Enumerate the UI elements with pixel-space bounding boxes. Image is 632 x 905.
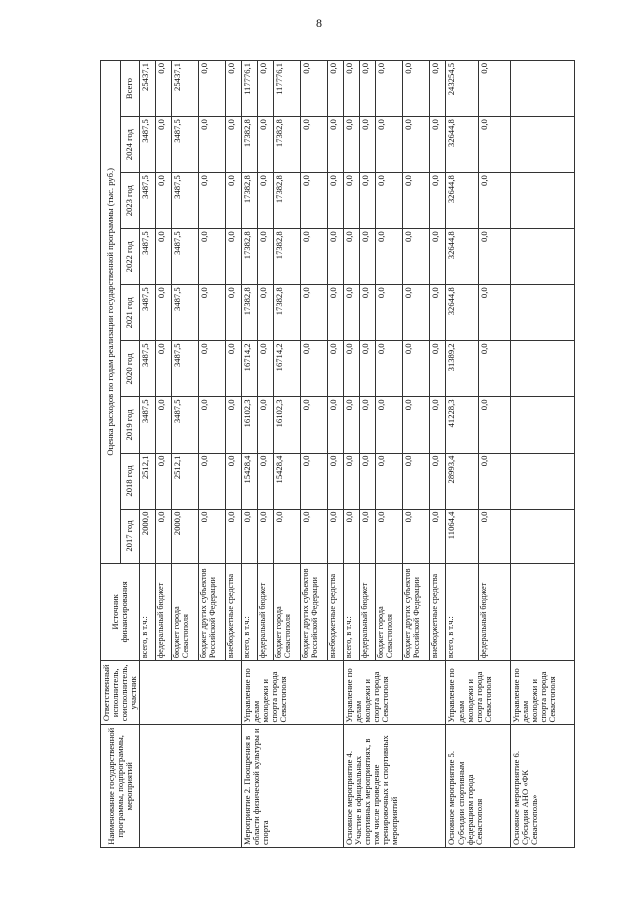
total-cell: 0,0	[301, 61, 328, 117]
value-cell: 0,0	[478, 173, 510, 229]
value-cell: 0,0	[301, 509, 328, 563]
measure-name-cell: Мероприятие 2. Поощрения в области физической культуры и спорта	[242, 725, 344, 848]
value-cell: 0,0	[430, 173, 446, 229]
value-cell: 0,0	[156, 173, 172, 229]
source-cell: бюджет города Севастополя	[172, 563, 199, 661]
value-cell: 32644,8	[446, 173, 478, 229]
value-cell: 0,0	[403, 229, 430, 285]
rotated-table-wrapper	[100, 60, 560, 848]
value-cell: 17382,8	[274, 173, 301, 229]
header-source: Источник финансирования	[101, 563, 140, 661]
table-row	[140, 61, 156, 848]
year-header: 2021 год	[120, 285, 140, 341]
value-cell: 16102,3	[242, 397, 258, 453]
value-cell: 0,0	[328, 341, 344, 397]
value-cell: 16102,3	[274, 397, 301, 453]
value-cell: 0,0	[242, 509, 258, 563]
value-cell: 3487,5	[140, 341, 156, 397]
table-row	[446, 61, 478, 848]
value-cell: 0,0	[478, 397, 510, 453]
value-cell: 0,0	[360, 397, 376, 453]
value-cell: 3487,5	[140, 173, 156, 229]
value-cell: 31389,2	[446, 341, 478, 397]
empty-cell	[510, 285, 574, 341]
total-cell: 0,0	[376, 61, 403, 117]
value-cell: 0,0	[258, 341, 274, 397]
total-cell: 0,0	[156, 61, 172, 117]
value-cell: 0,0	[478, 117, 510, 173]
value-cell: 0,0	[478, 229, 510, 285]
value-cell: 0,0	[328, 397, 344, 453]
value-cell: 0,0	[344, 229, 360, 285]
value-cell: 28993,4	[446, 453, 478, 509]
value-cell: 0,0	[156, 397, 172, 453]
value-cell: 0,0	[376, 509, 403, 563]
value-cell: 11064,4	[446, 509, 478, 563]
value-cell: 0,0	[360, 509, 376, 563]
value-cell: 0,0	[328, 285, 344, 341]
value-cell: 0,0	[403, 341, 430, 397]
value-cell: 0,0	[360, 229, 376, 285]
total-cell: 243254,5	[446, 61, 478, 117]
value-cell: 17382,8	[242, 285, 258, 341]
value-cell: 0,0	[360, 173, 376, 229]
value-cell: 17382,8	[274, 229, 301, 285]
value-cell: 0,0	[199, 453, 226, 509]
value-cell: 0,0	[226, 397, 242, 453]
value-cell: 0,0	[344, 509, 360, 563]
value-cell: 0,0	[258, 397, 274, 453]
source-cell: всего, в т.ч.:	[344, 563, 360, 661]
value-cell: 0,0	[301, 397, 328, 453]
value-cell: 0,0	[360, 117, 376, 173]
measure-name-cell: Основное мероприятие 4. Участие в официальных спортивных мероприятиях, в том числе проведение тренировочных и спортивных мероприятий	[344, 725, 446, 848]
value-cell: 0,0	[258, 285, 274, 341]
table-row	[510, 61, 574, 848]
value-cell: 0,0	[301, 173, 328, 229]
value-cell: 0,0	[199, 397, 226, 453]
value-cell: 0,0	[478, 509, 510, 563]
executor-cell	[140, 661, 242, 725]
executor-cell: Управление по делам молодежи и спорта города Севастополя	[242, 661, 344, 725]
year-header: 2022 год	[120, 229, 140, 285]
budget-table	[100, 60, 575, 848]
value-cell: 0,0	[403, 453, 430, 509]
value-cell: 2512,1	[172, 453, 199, 509]
total-cell: 117776,1	[274, 61, 301, 117]
value-cell: 0,0	[226, 341, 242, 397]
value-cell: 0,0	[199, 341, 226, 397]
value-cell: 0,0	[156, 341, 172, 397]
value-cell: 0,0	[199, 285, 226, 341]
value-cell: 0,0	[226, 173, 242, 229]
total-cell: 0,0	[430, 61, 446, 117]
total-cell: 0,0	[226, 61, 242, 117]
value-cell: 17382,8	[274, 285, 301, 341]
year-header: 2017 год	[120, 509, 140, 563]
source-cell: федеральный бюджет	[258, 563, 274, 661]
value-cell: 0,0	[344, 117, 360, 173]
value-cell: 0,0	[403, 397, 430, 453]
value-cell: 0,0	[258, 229, 274, 285]
total-cell: 25437,1	[172, 61, 199, 117]
year-header: 2020 год	[120, 341, 140, 397]
empty-cell	[510, 509, 574, 563]
executor-cell: Управление по делам молодежи и спорта города Севастополя	[446, 661, 510, 725]
source-cell: всего, в т.ч.:	[140, 563, 156, 661]
value-cell: 0,0	[258, 509, 274, 563]
source-cell: федеральный бюджет	[156, 563, 172, 661]
total-cell: 0,0	[199, 61, 226, 117]
empty-cell	[510, 341, 574, 397]
value-cell: 3487,5	[140, 117, 156, 173]
source-cell: федеральный бюджет	[360, 563, 376, 661]
value-cell: 3487,5	[172, 341, 199, 397]
measure-name-cell: Основное мероприятие 6. Субсидия АНО «ФК Севастополь»	[510, 725, 574, 848]
value-cell: 0,0	[376, 397, 403, 453]
year-header: 2023 год	[120, 173, 140, 229]
empty-cell	[510, 173, 574, 229]
value-cell: 0,0	[301, 285, 328, 341]
value-cell: 0,0	[328, 173, 344, 229]
value-cell: 0,0	[478, 453, 510, 509]
value-cell: 32644,8	[446, 285, 478, 341]
value-cell: 0,0	[430, 453, 446, 509]
value-cell: 3487,5	[140, 285, 156, 341]
executor-cell: Управление по делам молодежи и спорта города Севастополя	[344, 661, 446, 725]
total-header: Всего	[120, 61, 140, 117]
value-cell: 0,0	[430, 341, 446, 397]
value-cell: 15428,4	[274, 453, 301, 509]
total-cell: 117776,1	[242, 61, 258, 117]
source-cell: бюджет города Севастополя	[274, 563, 301, 661]
value-cell: 0,0	[344, 285, 360, 341]
value-cell: 17382,8	[242, 229, 258, 285]
table-row	[242, 61, 258, 848]
value-cell: 0,0	[226, 509, 242, 563]
value-cell: 3487,5	[172, 397, 199, 453]
value-cell: 0,0	[344, 453, 360, 509]
value-cell: 0,0	[301, 453, 328, 509]
value-cell: 17382,8	[242, 117, 258, 173]
table-body	[140, 61, 575, 848]
value-cell: 0,0	[226, 453, 242, 509]
value-cell: 3487,5	[172, 229, 199, 285]
value-cell: 32644,8	[446, 229, 478, 285]
year-header: 2019 год	[120, 397, 140, 453]
value-cell: 41228,3	[446, 397, 478, 453]
value-cell: 0,0	[156, 285, 172, 341]
total-cell: 0,0	[328, 61, 344, 117]
empty-cell	[510, 563, 574, 661]
source-cell: бюджет города Севастополя	[376, 563, 403, 661]
header-executor: Ответственный исполнитель, соисполнитель, участник	[101, 661, 140, 725]
value-cell: 0,0	[199, 173, 226, 229]
value-cell: 0,0	[328, 453, 344, 509]
value-cell: 0,0	[156, 117, 172, 173]
value-cell: 0,0	[430, 509, 446, 563]
source-cell: всего, в т.ч.:	[242, 563, 258, 661]
value-cell: 0,0	[403, 509, 430, 563]
value-cell: 2512,1	[140, 453, 156, 509]
executor-cell: Управление по делам молодежи и спорта города Севастополя	[510, 661, 574, 725]
value-cell: 3487,5	[140, 229, 156, 285]
value-cell: 15428,4	[242, 453, 258, 509]
empty-cell	[510, 229, 574, 285]
value-cell: 3487,5	[140, 397, 156, 453]
source-cell: бюджет других субъектов Российской Федерации	[301, 563, 328, 661]
value-cell: 17382,8	[274, 117, 301, 173]
value-cell: 0,0	[344, 341, 360, 397]
value-cell: 0,0	[199, 229, 226, 285]
value-cell: 0,0	[258, 117, 274, 173]
value-cell: 0,0	[199, 509, 226, 563]
value-cell: 0,0	[328, 229, 344, 285]
value-cell: 16714,2	[274, 341, 301, 397]
value-cell: 0,0	[301, 341, 328, 397]
header-row-top	[101, 61, 121, 848]
value-cell: 3487,5	[172, 117, 199, 173]
source-cell: бюджет других субъектов Российской Федерации	[403, 563, 430, 661]
source-cell: всего, в т.ч.:	[446, 563, 478, 661]
value-cell: 0,0	[226, 285, 242, 341]
value-cell: 3487,5	[172, 285, 199, 341]
value-cell: 0,0	[376, 173, 403, 229]
value-cell: 0,0	[360, 285, 376, 341]
value-cell: 0,0	[403, 117, 430, 173]
page-number: 8	[316, 16, 322, 30]
empty-cell	[510, 61, 574, 117]
value-cell: 0,0	[376, 229, 403, 285]
year-header: 2018 год	[120, 453, 140, 509]
source-cell: бюджет других субъектов Российской Федерации	[199, 563, 226, 661]
value-cell: 0,0	[403, 173, 430, 229]
total-cell: 0,0	[344, 61, 360, 117]
value-cell: 0,0	[156, 509, 172, 563]
header-estimate: Оценка расходов по годам реализации государственной программы (тыс. руб.)	[101, 61, 121, 564]
empty-cell	[510, 117, 574, 173]
value-cell: 0,0	[360, 453, 376, 509]
value-cell: 0,0	[430, 229, 446, 285]
value-cell: 32644,8	[446, 117, 478, 173]
value-cell: 0,0	[430, 117, 446, 173]
value-cell: 0,0	[360, 341, 376, 397]
source-cell: внебюджетные средства	[226, 563, 242, 661]
value-cell: 3487,5	[172, 173, 199, 229]
value-cell: 0,0	[156, 453, 172, 509]
total-cell: 0,0	[258, 61, 274, 117]
value-cell: 0,0	[328, 509, 344, 563]
value-cell: 0,0	[344, 173, 360, 229]
value-cell: 0,0	[156, 229, 172, 285]
header-name: Наименование государственной программы, подпрограммы, мероприятий	[101, 725, 140, 848]
value-cell: 0,0	[403, 285, 430, 341]
total-cell: 25437,1	[140, 61, 156, 117]
value-cell: 0,0	[226, 117, 242, 173]
value-cell: 0,0	[376, 341, 403, 397]
value-cell: 16714,2	[242, 341, 258, 397]
value-cell: 0,0	[199, 117, 226, 173]
value-cell: 0,0	[430, 397, 446, 453]
year-header: 2024 год	[120, 117, 140, 173]
measure-name-cell: Основное мероприятие 5. Субсидии спортивным федерациям города Севастополя	[446, 725, 510, 848]
empty-cell	[510, 397, 574, 453]
value-cell: 0,0	[258, 173, 274, 229]
value-cell: 0,0	[328, 117, 344, 173]
empty-cell	[510, 453, 574, 509]
value-cell: 0,0	[430, 285, 446, 341]
value-cell: 0,0	[478, 341, 510, 397]
value-cell: 2000,0	[172, 509, 199, 563]
value-cell: 0,0	[226, 229, 242, 285]
value-cell: 0,0	[478, 285, 510, 341]
value-cell: 0,0	[258, 453, 274, 509]
value-cell: 17382,8	[242, 173, 258, 229]
value-cell: 2000,0	[140, 509, 156, 563]
source-cell: федеральный бюджет	[478, 563, 510, 661]
source-cell: внебюджетные средства	[328, 563, 344, 661]
total-cell: 0,0	[360, 61, 376, 117]
value-cell: 0,0	[344, 397, 360, 453]
source-cell: внебюджетные средства	[430, 563, 446, 661]
value-cell: 0,0	[301, 229, 328, 285]
table-row	[344, 61, 360, 848]
value-cell: 0,0	[376, 117, 403, 173]
value-cell: 0,0	[301, 117, 328, 173]
total-cell: 0,0	[478, 61, 510, 117]
measure-name-cell	[140, 725, 242, 848]
value-cell: 0,0	[376, 453, 403, 509]
value-cell: 0,0	[274, 509, 301, 563]
total-cell: 0,0	[403, 61, 430, 117]
value-cell: 0,0	[376, 285, 403, 341]
